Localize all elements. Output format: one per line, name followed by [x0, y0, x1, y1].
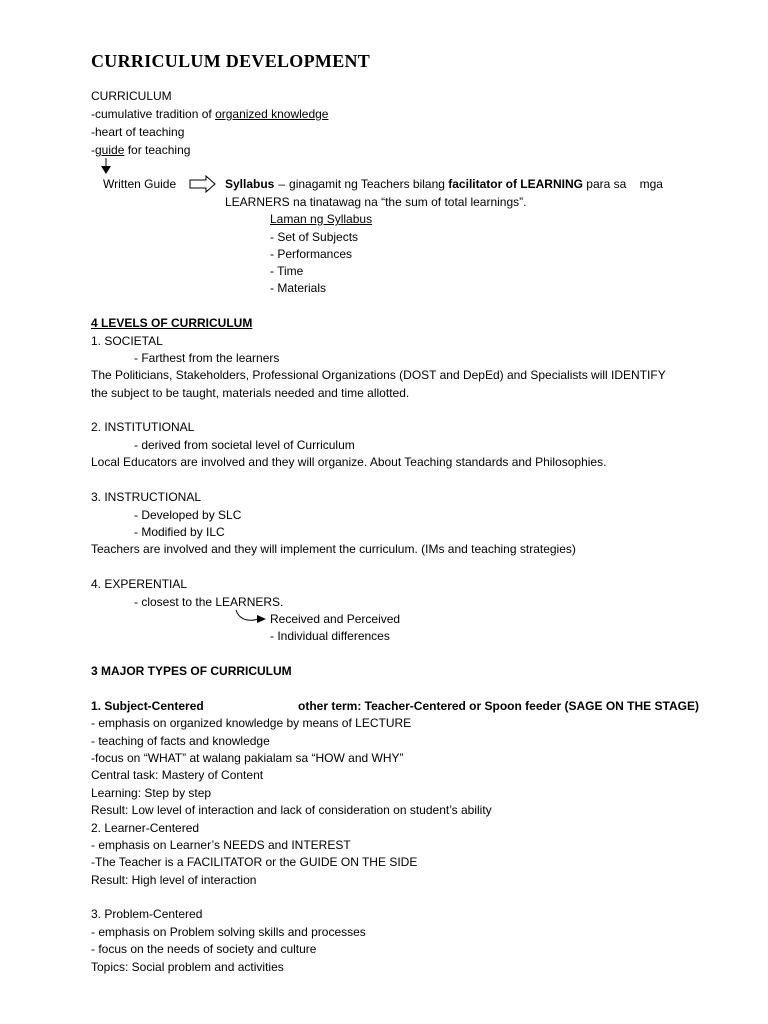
level-institutional-text: Local Educators are involved and they will organize. About Teaching standards and Philosophies. [91, 455, 607, 469]
syllabus-text-2: para sa mga [582, 177, 663, 191]
def-3-suffix: for teaching [124, 143, 191, 157]
laman-heading: Laman ng Syllabus [270, 212, 373, 226]
type-subject-title: 1. Subject-Centered [91, 699, 204, 713]
levels-heading: 4 LEVELS OF CURRICULUM [91, 316, 253, 330]
type-subject-other-term [298, 698, 699, 715]
level-societal-text-2: the subject to be taught, materials needed and time allotted. [91, 386, 410, 400]
type-problem-line: - focus on the needs of society and culture [91, 942, 317, 956]
other-term-prefix: other term: Teacher-Centered or Spoon feeder ( [298, 699, 569, 713]
sage-on-the-stage: SAGE ON THE STAGE [568, 699, 695, 713]
type-learner-line: -The Teacher is a FACILITATOR or the GUIDE ON THE SIDE [91, 855, 418, 869]
guide-underlined: guide [95, 143, 125, 157]
level-institutional-title: 2. INSTITUTIONAL [91, 420, 195, 434]
level-instructional-title: 3. INSTRUCTIONAL [91, 490, 202, 504]
level-societal-text-1: The Politicians, Stakeholders, Professional Organizations (DOST and DepEd) and Specialists will IDENTIFY [91, 368, 666, 382]
laman-item: - Materials [270, 281, 327, 295]
syllabus-line-2: LEARNERS na tinatawag na “the sum of total learnings”. [225, 195, 527, 209]
types-heading: 3 MAJOR TYPES OF CURRICULUM [91, 664, 292, 678]
curriculum-heading: CURRICULUM [91, 89, 172, 103]
type-subject-line: - teaching of facts and knowledge [91, 734, 270, 748]
level-experiential-title: 4. EXPERENTIAL [91, 577, 188, 591]
type-learner-title: 2. Learner-Centered [91, 821, 200, 835]
level-institutional-sub: - derived from societal level of Curriculum [134, 438, 355, 452]
def-3-prefix: - [91, 143, 95, 157]
level-experiential-arrow-text: Received and Perceived [270, 612, 401, 626]
level-societal-title: 1. SOCIETAL [91, 334, 163, 348]
syllabus-term: Syllabus [225, 177, 275, 191]
level-societal-sub: - Farthest from the learners [134, 351, 280, 365]
type-subject-line: Central task: Mastery of Content [91, 768, 264, 782]
level-instructional-sub-2: - Modified by ILC [134, 525, 225, 539]
level-experiential-sub: - closest to the LEARNERS. [134, 595, 284, 609]
organized-knowledge-underlined: organized knowledge [215, 107, 329, 121]
other-term-suffix: ) [694, 699, 699, 713]
type-problem-line: - emphasis on Problem solving skills and processes [91, 925, 366, 939]
type-subject-line: Result: Low level of interaction and lack of consideration on student’s ability [91, 803, 492, 817]
type-problem-line: Topics: Social problem and activities [91, 960, 284, 974]
level-instructional-sub-1: - Developed by SLC [134, 508, 242, 522]
written-guide-label: Written Guide [103, 177, 177, 191]
type-learner-line: Result: High level of interaction [91, 873, 257, 887]
type-learner-line: - emphasis on Learner’s NEEDS and INTEREST [91, 838, 351, 852]
page-title: CURRICULUM DEVELOPMENT [91, 51, 371, 71]
laman-item: - Set of Subjects [270, 230, 359, 244]
laman-item: - Performances [270, 247, 353, 261]
syllabus-dash: – [278, 177, 286, 191]
curriculum-def-2: -heart of teaching [91, 125, 185, 139]
level-instructional-text: Teachers are involved and they will implement the curriculum. (IMs and teaching strategies) [91, 542, 576, 556]
facilitator-of-learning: facilitator of LEARNING [448, 177, 583, 191]
laman-item: - Time [270, 264, 304, 278]
def-1-prefix: -cumulative tradition of [91, 107, 216, 121]
type-subject-line: - emphasis on organized knowledge by means of LECTURE [91, 716, 412, 730]
type-subject-line: -focus on “WHAT” at walang pakialam sa “HOW and WHY” [91, 751, 404, 765]
level-experiential-sub-2: - Individual differences [270, 629, 390, 643]
type-problem-title: 3. Problem-Centered [91, 907, 203, 921]
syllabus-text-1: ginagamit ng Teachers bilang [289, 177, 449, 191]
type-subject-line: Learning: Step by step [91, 786, 212, 800]
